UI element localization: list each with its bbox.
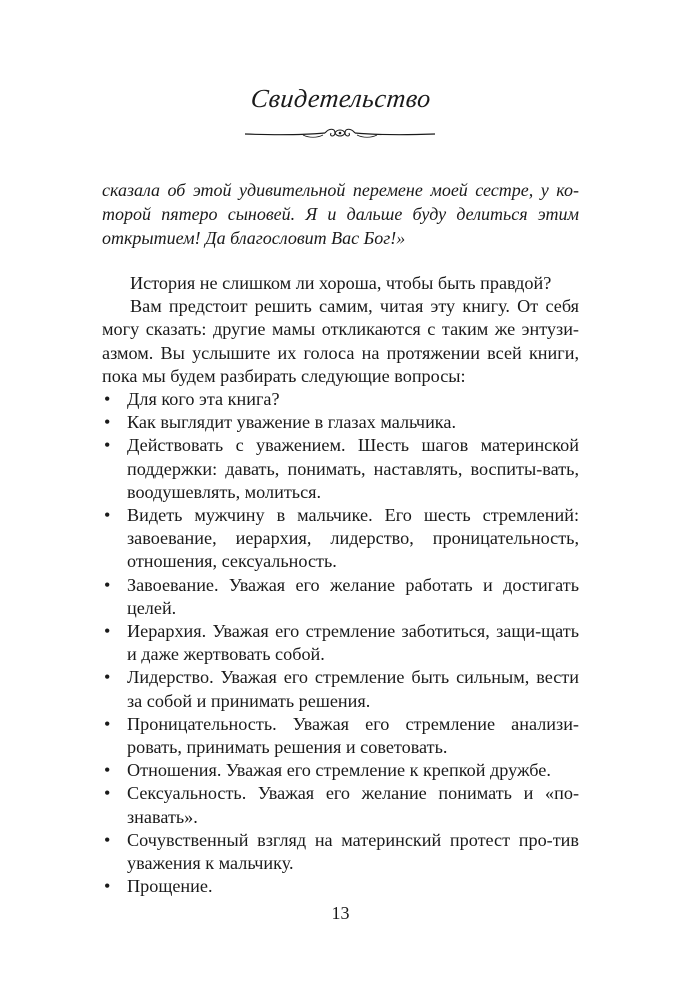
list-item — [102, 434, 579, 504]
bullet-icon: • — [104, 389, 111, 410]
list-item-text: Проницательность. Уважая его стремление анализи-ровать, принимать решения и советовать. — [127, 713, 579, 758]
chapter-title: Свидетельство — [249, 84, 433, 113]
list-item-text: Завоевание. Уважая его желание работать и достигать целей. — [127, 574, 579, 618]
list-item — [102, 504, 579, 574]
list-item-text: Отношения. Уважая его стремление к крепкой дружбе. — [127, 760, 551, 781]
body-paragraph: История не слишком ли хороша, чтобы быть правдой? — [130, 273, 552, 293]
list-item — [102, 620, 579, 666]
bullet-icon: • — [104, 667, 111, 688]
decorative-flourish-divider — [243, 125, 437, 141]
testimonial-quote — [102, 178, 579, 250]
list-item-text: Прощение. — [127, 876, 213, 897]
bullet-icon: • — [104, 412, 111, 433]
list-item — [102, 713, 579, 759]
list-item — [102, 388, 579, 411]
page-number: 13 — [331, 903, 350, 923]
list-item-text: Лидерство. Уважая его стремление быть сильным, вести за собой и принимать решения. — [127, 667, 579, 711]
bullet-icon: • — [104, 783, 111, 804]
bullet-icon: • — [104, 760, 111, 781]
list-item — [102, 574, 579, 620]
topics-list — [102, 388, 579, 898]
quote-line: открытием! Да благословит Вас Бог!» — [102, 228, 406, 248]
list-item — [102, 875, 579, 898]
list-item-text: Видеть мужчину в мальчике. Его шесть стремлений: завоевание, иерархия, лидерство, проницательность, отношения, сексуальность. — [127, 505, 579, 572]
quote-line: торой пятеро сыновей. Я и дальше буду делиться этим — [102, 204, 579, 224]
quote-line: сказала об этой удивительной перемене моей сестре, у ко- — [102, 180, 579, 200]
list-item — [102, 782, 579, 828]
list-item-text: Иерархия. Уважая его стремление заботиться, защи-щать и даже жертвовать собой. — [127, 621, 579, 665]
list-item-text: Действовать с уважением. Шесть шагов материнской поддержки: давать, понимать, наставлять, воспиты-вать, воодушевлять, молиться. — [127, 435, 579, 502]
list-item-text: Для кого эта книга? — [127, 389, 280, 410]
list-item-text: Сочувственный взгляд на материнский протест про-тив уважения к мальчику. — [127, 829, 579, 874]
bullet-icon: • — [104, 505, 111, 526]
bullet-icon: • — [104, 876, 111, 897]
list-item — [102, 411, 579, 434]
bullet-icon: • — [104, 829, 111, 850]
body-text — [102, 272, 579, 898]
bullet-icon: • — [104, 713, 111, 734]
body-paragraph: Вам предстоит решить самим, читая эту книгу. От себя могу сказать: другие мамы откликаются с таким же энтузи-азмом. Вы услышите их голоса на протяжении всей книги, пока мы будем разбирать следующие вопросы: — [102, 296, 579, 386]
list-item-text: Сексуальность. Уважая его желание понимать и «по-знавать». — [127, 783, 579, 827]
bullet-icon: • — [104, 435, 111, 456]
list-item — [102, 666, 579, 712]
list-item — [102, 829, 579, 875]
chapter-header — [0, 84, 681, 114]
bullet-icon: • — [104, 574, 111, 595]
bullet-icon: • — [104, 621, 111, 642]
list-item-text: Как выглядит уважение в глазах мальчика. — [127, 412, 456, 433]
list-item — [102, 759, 579, 782]
